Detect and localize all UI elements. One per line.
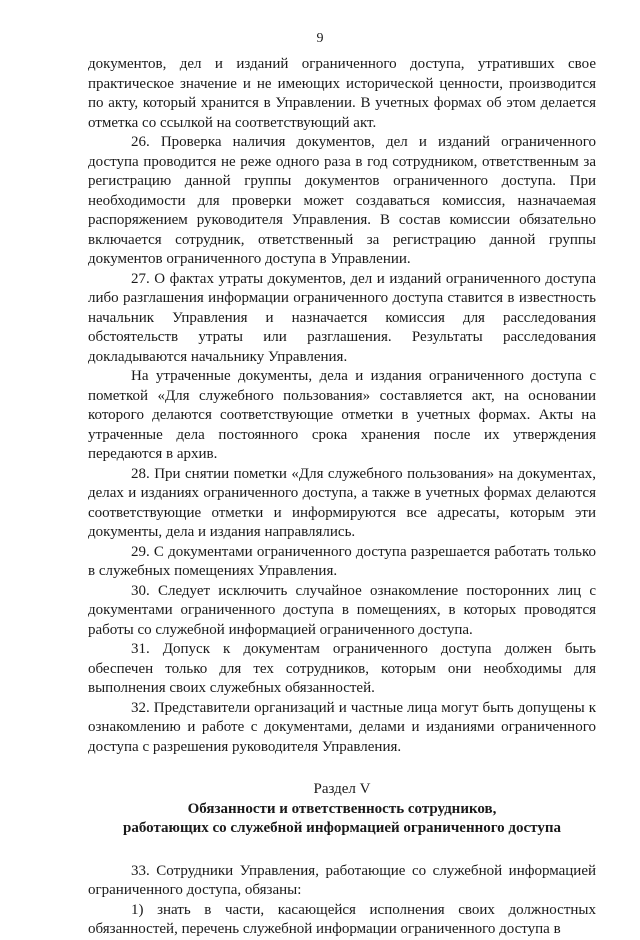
section-spacer: [88, 839, 596, 862]
paragraph-item-31: 31. Допуск к документам ограниченного доступа должен быть обеспечен только для тех сотрудников, которым они необходимы для выполнения своих служебных обязанностей.: [88, 641, 596, 696]
page-number: 9: [316, 31, 324, 46]
paragraph-item-33: 33. Сотрудники Управления, работающие со служебной информацией ограниченного доступа, обязаны:: [88, 862, 596, 898]
paragraph-item-27-continuation: На утраченные документы, дела и издания ограниченного доступа с пометкой «Для служебного пользования» составляется акт, на основании которого делаются соответствующие отметки в учетных формах. Акты на утраченные дела постоянного срока хранения после их утверждения передаются в архив.: [88, 368, 596, 462]
paragraph-item-30: 30. Следует исключить случайное ознакомление посторонних лиц с документами ограниченного доступа в помещениях, в которых проводятся работы со служебной информацией ограниченного доступа.: [88, 582, 596, 638]
paragraph-item-29: 29. С документами ограниченного доступа разрешается работать только в служебных помещениях Управления.: [88, 543, 596, 579]
section-label: Раздел V: [313, 781, 371, 797]
paragraph-continuation: документов, дел и изданий ограниченного доступа, утративших свое практическое значение и не имеющих исторической ценности, производится по акту, который хранится в Управлении. В учетных формах об этом делается отметка со ссылкой на соответствующий акт.: [88, 56, 596, 131]
paragraph-item-26: 26. Проверка наличия документов, дел и изданий ограниченного доступа проводится не реже одного раза в год сотрудником, ответственным за регистрацию данной группы документов ограниченного доступа. При необходимости для проверки может создаваться комиссия, назначаемая распоряжением руководителя Управления. В состав комиссии обязательно включается сотрудник, ответственный за регистрацию данной группы документов ограниченного доступа в Управлении.: [88, 134, 596, 267]
document-body: [88, 55, 596, 940]
paragraph-item-33-1: 1) знать в части, касающейся исполнения своих должностных обязанностей, перечень служебной информации ограниченного доступа в: [88, 901, 596, 937]
section-title-line-1: Обязанности и ответственность сотрудников,: [187, 800, 497, 817]
paragraph-item-28: 28. При снятии пометки «Для служебного пользования» на документах, делах и изданиях ограниченного доступа, а также в учетных формах делаются соответствующие отметки и информируются все адресаты, которым эти документы, дела и издания направлялись.: [88, 465, 596, 540]
section-title-line-2: работающих со служебной информацией ограниченного доступа: [123, 820, 561, 836]
paragraph-item-32: 32. Представители организаций и частные лица могут быть допущены к ознакомлению и работе с документами, делами и изданиями ограниченного доступа с разрешения руководителя Управления.: [88, 699, 596, 755]
paragraph-item-27: 27. О фактах утраты документов, дел и изданий ограниченного доступа либо разглашения информации ограниченного доступа ставится в известность начальник Управления и назначается комиссия для расследования обстоятельств утраты или разглашения. Результаты расследования докладываются начальнику Управления.: [88, 270, 596, 365]
